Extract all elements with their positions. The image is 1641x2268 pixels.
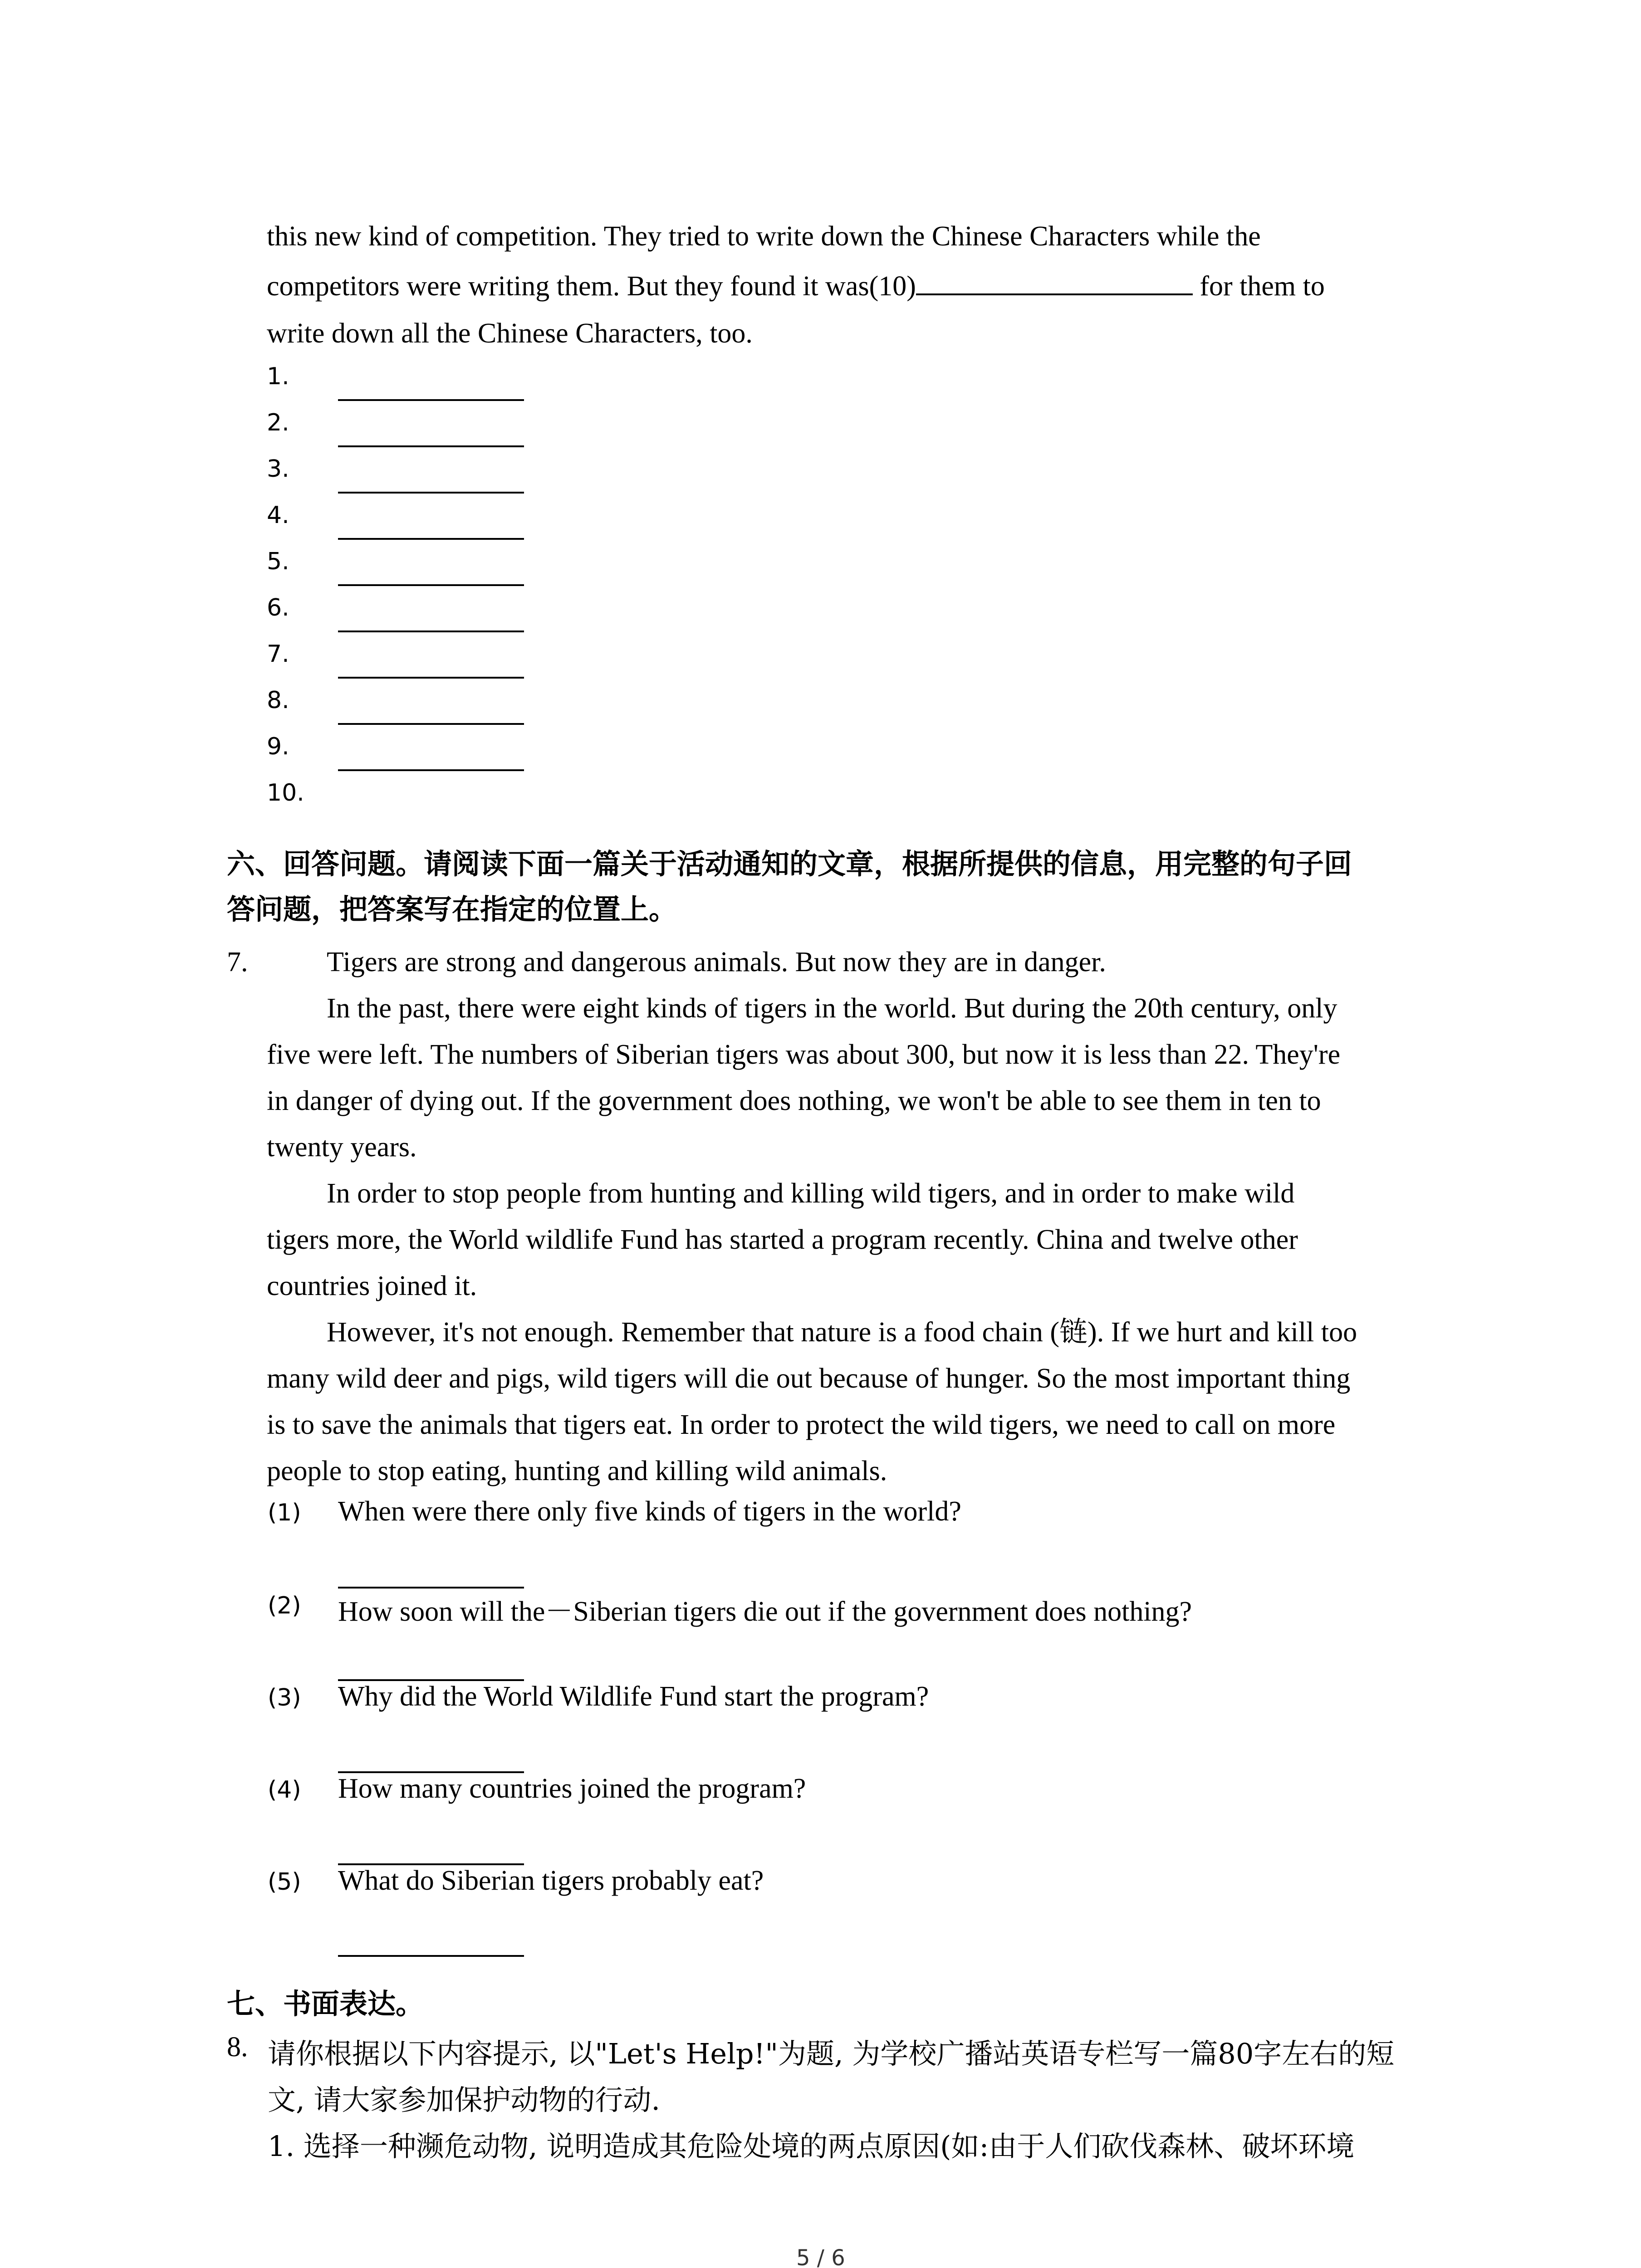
q7-paragraph-2-line-3: in danger of dying out. If the government does nothing, we won't be able to see them in ten to (267, 1085, 1321, 1116)
q7-paragraph-4-line-3: is to save the animals that tigers eat. In order to protect the wild tigers, we need to call on more (267, 1409, 1336, 1440)
page-number: 5 / 6 (796, 2245, 845, 2268)
q7-paragraph-1: Tigers are strong and dangerous animals. But now they are in danger. (327, 947, 1106, 978)
answer-line[interactable] (338, 677, 524, 679)
q8-line-1: 请你根据以下内容提示, 以"Let's Help!"为题, 为学校广播站英语专栏写一篇80字左右的短 (268, 2037, 1395, 2070)
passage-line-1: this new kind of competition. They tried to write down the Chinese Characters while the (267, 221, 1261, 252)
q7-paragraph-2-line-1: In the past, there were eight kinds of tigers in the world. But during the 20th century, only (327, 993, 1337, 1024)
q8-line-2: 文, 请大家参加保护动物的行动. (268, 2083, 661, 2116)
answer-number: 2. (267, 409, 289, 436)
answer-line[interactable] (338, 399, 524, 401)
q7-paragraph-3-line-2: tigers more, the World wildlife Fund has started a program recently. China and twelve other (267, 1224, 1298, 1255)
answer-number: 6. (267, 594, 289, 621)
answer-number: 5. (267, 548, 289, 575)
answer-line[interactable] (338, 538, 524, 540)
answer-blank-10[interactable] (916, 268, 1193, 295)
answer-line[interactable] (338, 492, 524, 494)
subquestion-text: How many countries joined the program? (338, 1773, 806, 1804)
passage-line-2-tail: for them to (1192, 271, 1325, 302)
answer-line[interactable] (338, 631, 524, 632)
passage-line-3: write down all the Chinese Characters, too. (267, 318, 753, 349)
answer-number: 9. (267, 733, 289, 760)
passage-line-2 (267, 263, 1325, 309)
section-6-heading-line-2: 答问题，把答案写在指定的位置上。 (227, 893, 677, 926)
q7-paragraph-4-line-1: However, it's not enough. Remember that nature is a food chain (链). If we hurt and kill too (327, 1317, 1357, 1348)
question-7-number: 7. (227, 947, 248, 978)
answer-number: 7. (267, 640, 289, 668)
subquestion-text: Why did the World Wildlife Fund start the program? (338, 1681, 929, 1712)
q7-paragraph-4-line-4: people to stop eating, hunting and killing wild animals. (267, 1456, 887, 1486)
answer-number: 1. (267, 363, 289, 390)
q7-paragraph-4-line-2: many wild deer and pigs, wild tigers will die out because of hunger. So the most important thing (267, 1363, 1351, 1394)
section-6-heading-line-1: 六、回答问题。请阅读下面一篇关于活动通知的文章，根据所提供的信息，用完整的句子回 (227, 847, 1352, 880)
answer-number: 10. (267, 779, 304, 807)
question-8-number: 8. (227, 2032, 248, 2063)
q7-paragraph-2-line-2: five were left. The numbers of Siberian tigers was about 300, but now it is less than 22. They're (267, 1039, 1341, 1070)
answer-line[interactable] (338, 769, 524, 771)
subquestion-number: (1) (268, 1499, 301, 1526)
subquestion-number: (2) (268, 1592, 301, 1619)
q7-paragraph-3-line-3: countries joined it. (267, 1271, 477, 1301)
answer-number: 4. (267, 502, 289, 529)
answer-number: 3. (267, 455, 289, 483)
q7-paragraph-2-line-4: twenty years. (267, 1132, 417, 1163)
answer-line[interactable] (338, 723, 524, 725)
q7-paragraph-3-line-1: In order to stop people from hunting and killing wild tigers, and in order to make wild (327, 1178, 1295, 1209)
subquestion-number: (3) (268, 1684, 301, 1711)
subquestion-number: (4) (268, 1776, 301, 1804)
answer-line[interactable] (338, 445, 524, 447)
subquestion-number: (5) (268, 1868, 301, 1896)
section-7-heading: 七、书面表达。 (227, 1987, 424, 2020)
subquestion-text: What do Siberian tigers probably eat? (338, 1865, 764, 1896)
answer-line[interactable] (338, 1955, 524, 1957)
answer-line[interactable] (338, 584, 524, 586)
passage-line-2-text: competitors were writing them. But they found it was(10) (267, 271, 916, 302)
answer-number: 8. (267, 687, 289, 714)
subquestion-text: How soon will the－Siberian tigers die out if the government does nothing? (338, 1596, 1192, 1627)
q8-line-3: 1. 选择一种濒危动物, 说明造成其危险处境的两点原因(如:由于人们砍伐森林、破坏环境 (268, 2130, 1355, 2163)
subquestion-text: When were there only five kinds of tigers in the world? (338, 1496, 961, 1527)
